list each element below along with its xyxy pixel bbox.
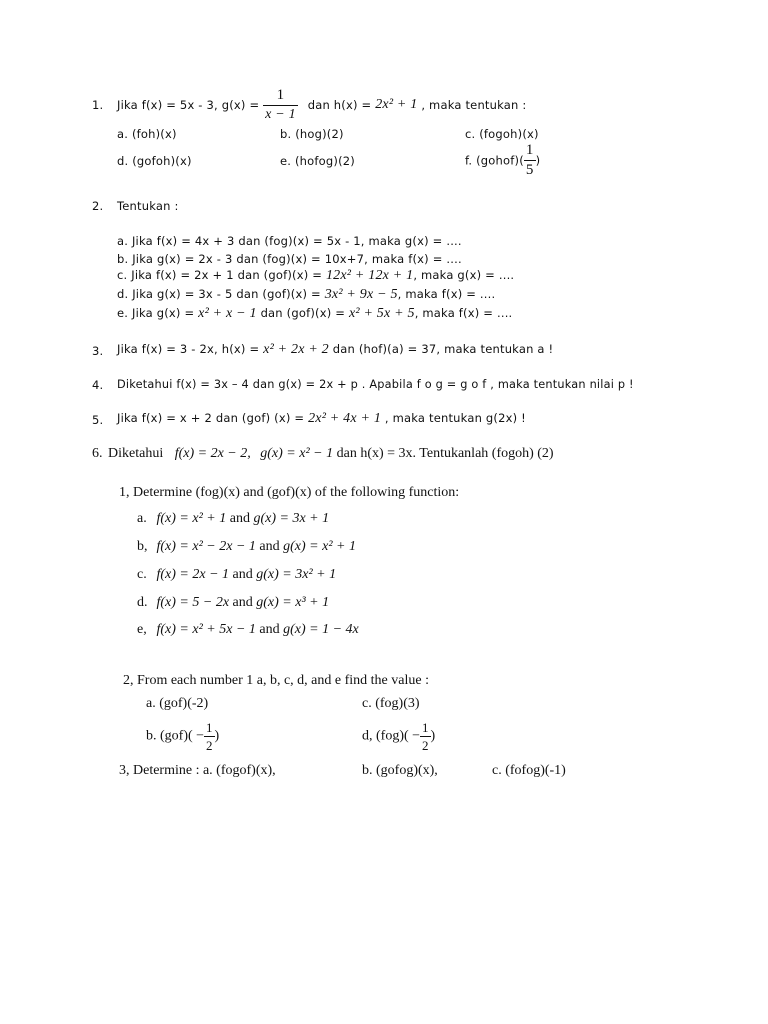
q3-number: 3. [92, 344, 104, 358]
q2-c-pre: c. Jika f(x) = 2x + 1 dan (gof)(x) = [117, 268, 323, 282]
q1-item-f-num: 1 [524, 143, 536, 161]
p2-q1-c-g: g(x) = 3x² + 1 [256, 567, 337, 582]
q2-item-e [117, 306, 512, 322]
p2-q1-item-e [137, 622, 359, 638]
q6-statement [92, 446, 554, 462]
p2-q1-b-and: and [259, 539, 280, 554]
p2-q1-d-g: g(x) = x³ + 1 [256, 595, 330, 610]
q1-frac-num: 1 [263, 88, 298, 106]
p2-q1-c-and: and [232, 567, 253, 582]
q2-d-post: , maka f(x) = .... [397, 287, 496, 301]
q1-pre: Jika f(x) = 5x - 3, g(x) = [117, 98, 260, 112]
q2-e-pre: e. Jika g(x) = [117, 306, 195, 320]
q2-item-c [117, 268, 514, 284]
q2-e-expr2: x² + 5x + 5 [348, 306, 415, 321]
q1-item-f [465, 143, 540, 178]
q2-number: 2. [92, 199, 104, 213]
p2-q1-e-g: g(x) = 1 − 4x [283, 622, 359, 637]
q6-f-expr: f(x) = 2x − 2, [174, 446, 251, 461]
p2-q1-b-label: b, [137, 539, 148, 554]
p2-q2-item-a: a. (gof)(-2) [146, 696, 209, 711]
q5-post: , maka tentukan g(2x) ! [384, 411, 526, 425]
p2-q1-e-and: and [259, 622, 280, 637]
p2-q2-b-pre: b. (gof)( − [146, 728, 205, 744]
q2-e-mid: dan (gof)(x) = [260, 306, 346, 320]
p2-q1-item-d [137, 595, 329, 611]
q6-g-expr: g(x) = x² − 1 [260, 446, 334, 461]
q2-c-post: , maka g(x) = .... [413, 268, 515, 282]
p2-q2-item-c: c. (fog)(3) [362, 696, 420, 711]
p2-q1-e-f: f(x) = x² + 5x − 1 [156, 622, 256, 637]
p2-q2-d-close: ) [430, 728, 436, 744]
q1-item-d: d. (gofoh)(x) [117, 154, 192, 168]
p2-q2-d-fraction [420, 721, 431, 752]
p2-q2-item-d [362, 721, 435, 752]
p2-q1-a-label: a. [137, 511, 147, 526]
p2-q1-item-c [137, 567, 336, 583]
p2-q1-item-a [137, 511, 329, 527]
p2-q1-c-label: c. [137, 567, 147, 582]
p2-q1-d-and: and [232, 595, 253, 610]
p2-q1-a-g: g(x) = 3x + 1 [253, 511, 330, 526]
p2-q1-d-f: f(x) = 5 − 2x [156, 595, 230, 610]
q2-item-b: b. Jika g(x) = 2x - 3 dan (fog)(x) = 10x+7, maka f(x) = .... [117, 252, 462, 266]
p2-q1-a-f: f(x) = x² + 1 [156, 511, 227, 526]
p2-q2-b-close: ) [214, 728, 220, 744]
q5-expr: 2x² + 4x + 1 [308, 411, 382, 426]
q3-expr: x² + 2x + 2 [263, 342, 329, 357]
q1-post: , maka tentukan : [421, 98, 527, 112]
q1-statement [117, 88, 526, 122]
p2-q1-b-f: f(x) = x² − 2x − 1 [156, 539, 256, 554]
q2-item-a: a. Jika f(x) = 4x + 3 dan (fog)(x) = 5x - 1, maka g(x) = .... [117, 234, 462, 248]
p2-q2-b-den: 2 [206, 738, 213, 753]
q3-post: dan (hof)(a) = 37, maka tentukan a ! [332, 342, 554, 356]
q1-g-fraction [263, 88, 298, 122]
q6-post: dan h(x) = 3x. Tentukanlah (fogoh) (2) [336, 446, 554, 461]
q3-pre: Jika f(x) = 3 - 2x, h(x) = [117, 342, 260, 356]
q1-item-f-den: 5 [525, 162, 534, 178]
q2-title: Tentukan : [117, 199, 179, 213]
q5-number: 5. [92, 413, 104, 427]
p2-q2-item-b [146, 721, 219, 752]
p2-q1-b-g: g(x) = x² + 1 [283, 539, 356, 554]
p2-q2-d-den: 2 [422, 738, 429, 753]
p2-q1-c-f: f(x) = 2x − 1 [156, 567, 230, 582]
q5-statement [117, 411, 526, 427]
p2-q2-d-num: 1 [422, 720, 429, 735]
q2-c-expr: 12x² + 12x + 1 [325, 268, 414, 283]
q4-statement: Diketahui f(x) = 3x – 4 dan g(x) = 2x + p . Apabila f o g = g o f , maka tentukan nilai p ! [117, 378, 634, 391]
q1-item-b: b. (hog)(2) [280, 127, 344, 141]
p2-q2-b-fraction [204, 721, 215, 752]
p2-q3-item-b: b. (gofog)(x), [362, 763, 438, 778]
p2-q1-d-label: d. [137, 595, 148, 610]
p2-q3-title: 3, Determine : a. (fogof)(x), [119, 763, 276, 778]
p2-q2-title: 2, From each number 1 a, b, c, d, and e find the value : [123, 673, 429, 688]
q3-statement [117, 342, 553, 358]
p2-q1-e-label: e, [137, 622, 147, 637]
q6-pre: Diketahui [108, 446, 164, 461]
q2-e-expr1: x² + x − 1 [198, 306, 257, 321]
q2-d-pre: d. Jika g(x) = 3x - 5 dan (gof)(x) = [117, 287, 321, 301]
q1-number: 1. [92, 98, 104, 112]
p2-q3-item-c: c. (fofog)(-1) [492, 763, 566, 778]
q1-h-expr: 2x² + 1 [375, 97, 418, 112]
q2-d-expr: 3x² + 9x − 5 [324, 287, 398, 302]
q2-e-post: , maka f(x) = .... [414, 306, 513, 320]
p2-q2-b-num: 1 [206, 720, 213, 735]
q2-item-d [117, 287, 495, 303]
p2-q1-a-and: and [229, 511, 250, 526]
q1-item-f-fraction [524, 143, 536, 178]
q1-mid: dan h(x) = [307, 98, 372, 112]
q1-item-f-post: ) [535, 153, 541, 168]
p2-q2-d-pre: d, (fog)( − [362, 728, 421, 744]
q4-number: 4. [92, 378, 104, 392]
q5-pre: Jika f(x) = x + 2 dan (gof) (x) = [117, 411, 305, 425]
p2-q1-title: 1, Determine (fog)(x) and (gof)(x) of the following function: [119, 485, 460, 500]
q1-item-e: e. (hofog)(2) [280, 154, 355, 168]
q1-item-c: c. (fogoh)(x) [465, 127, 539, 141]
p2-q1-item-b [137, 539, 356, 555]
q6-number: 6. [92, 446, 103, 461]
q1-frac-den: x − 1 [265, 107, 296, 122]
q1-item-f-pre: f. (gohof)( [465, 153, 524, 168]
q1-item-a: a. (foh)(x) [117, 127, 177, 141]
